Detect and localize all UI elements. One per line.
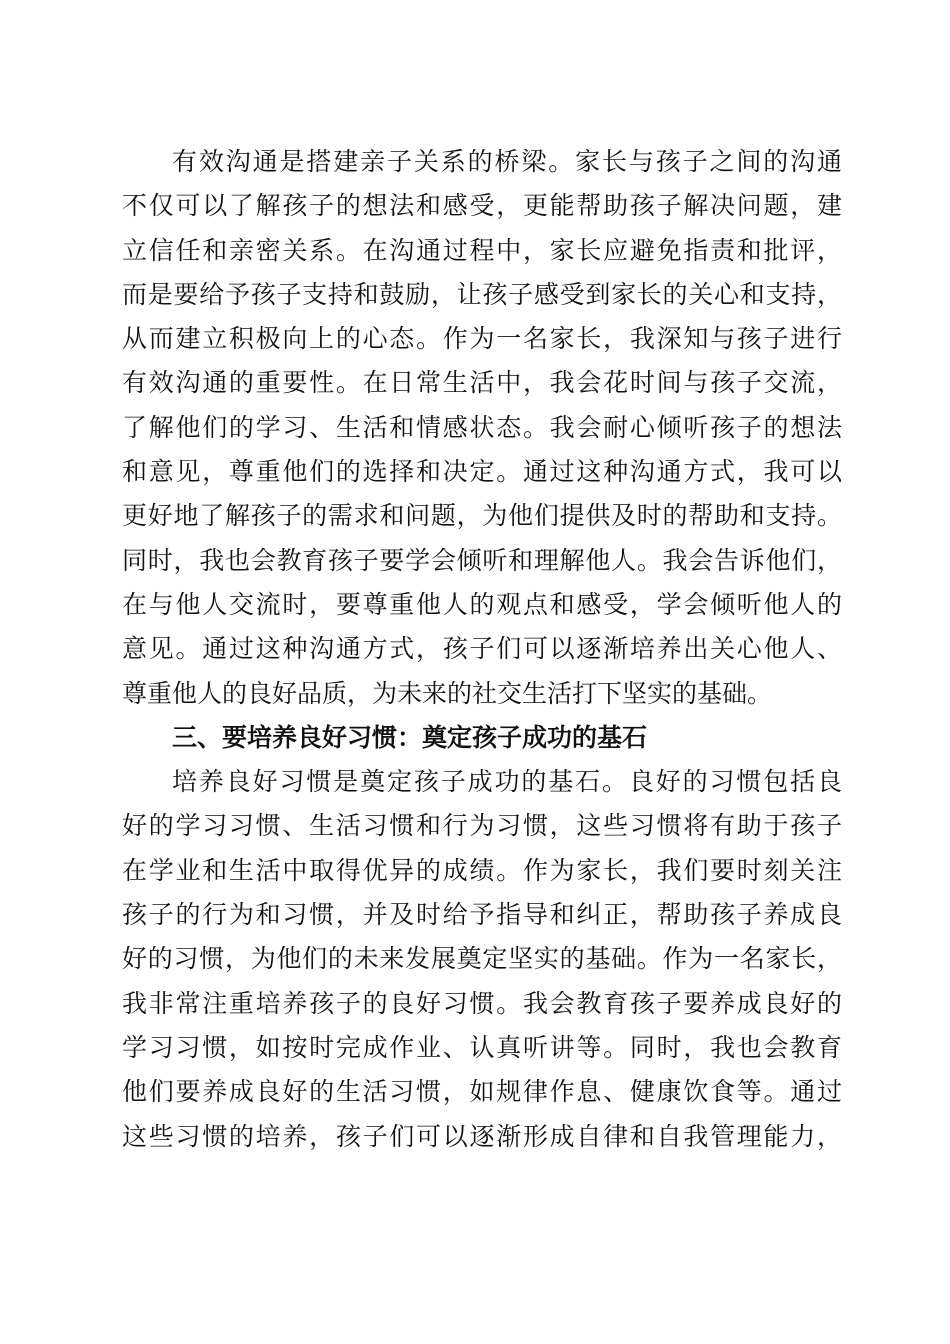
text-line: 从而建立积极向上的心态。作为一名家长，我深知与孩子进行 [122,324,842,354]
text-line: 我非常注重培养孩子的良好习惯。我会教育孩子要养成良好的 [122,988,842,1018]
text-line: 有效沟通是搭建亲子关系的桥梁。家长与孩子之间的沟通 [172,147,842,176]
text-line: 好的学习习惯、生活习惯和行为习惯，这些习惯将有助于孩子 [122,811,842,841]
text-line: 不仅可以了解孩子的想法和感受，更能帮助孩子解决问题，建 [122,191,842,221]
text-line: 了解他们的学习、生活和情感状态。我会耐心倾听孩子的想法 [122,412,842,442]
text-line: 同时，我也会教育孩子要学会倾听和理解他人。我会告诉他们， [122,545,842,575]
text-line: 在与他人交流时，要尊重他人的观点和感受，学会倾听他人的 [122,589,842,619]
text-line: 孩子的行为和习惯，并及时给予指导和纠正，帮助孩子养成良 [122,900,842,930]
text-line: 尊重他人的良好品质，为未来的社交生活打下坚实的基础。 [122,678,773,708]
text-line: 这些习惯的培养，孩子们可以逐渐形成自律和自我管理能力， [122,1121,842,1151]
text-line: 他们要养成良好的生活习惯，如规律作息、健康饮食等。通过 [122,1077,842,1107]
text-line: 立信任和亲密关系。在沟通过程中，家长应避免指责和批评， [122,235,842,265]
text-line: 好的习惯，为他们的未来发展奠定坚实的基础。作为一名家长， [122,944,842,974]
text-line: 和意见，尊重他们的选择和决定。通过这种沟通方式，我可以 [122,457,842,487]
text-line: 培养良好习惯是奠定孩子成功的基石。良好的习惯包括良 [172,767,842,797]
text-line: 在学业和生活中取得优异的成绩。作为家长，我们要时刻关注 [122,855,842,885]
document-body [122,140,842,1159]
section-heading: 三、要培养良好习惯：奠定孩子成功的基石 [172,722,648,752]
text-line: 学习习惯，如按时完成作业、认真听讲等。同时，我也会教育 [122,1032,842,1062]
text-line: 更好地了解孩子的需求和问题，为他们提供及时的帮助和支持。 [122,501,842,531]
text-line: 意见。通过这种沟通方式，孩子们可以逐渐培养出关心他人、 [122,634,842,664]
text-line: 而是要给予孩子支持和鼓励，让孩子感受到家长的关心和支持， [122,279,842,309]
text-line: 有效沟通的重要性。在日常生活中，我会花时间与孩子交流， [122,368,842,398]
